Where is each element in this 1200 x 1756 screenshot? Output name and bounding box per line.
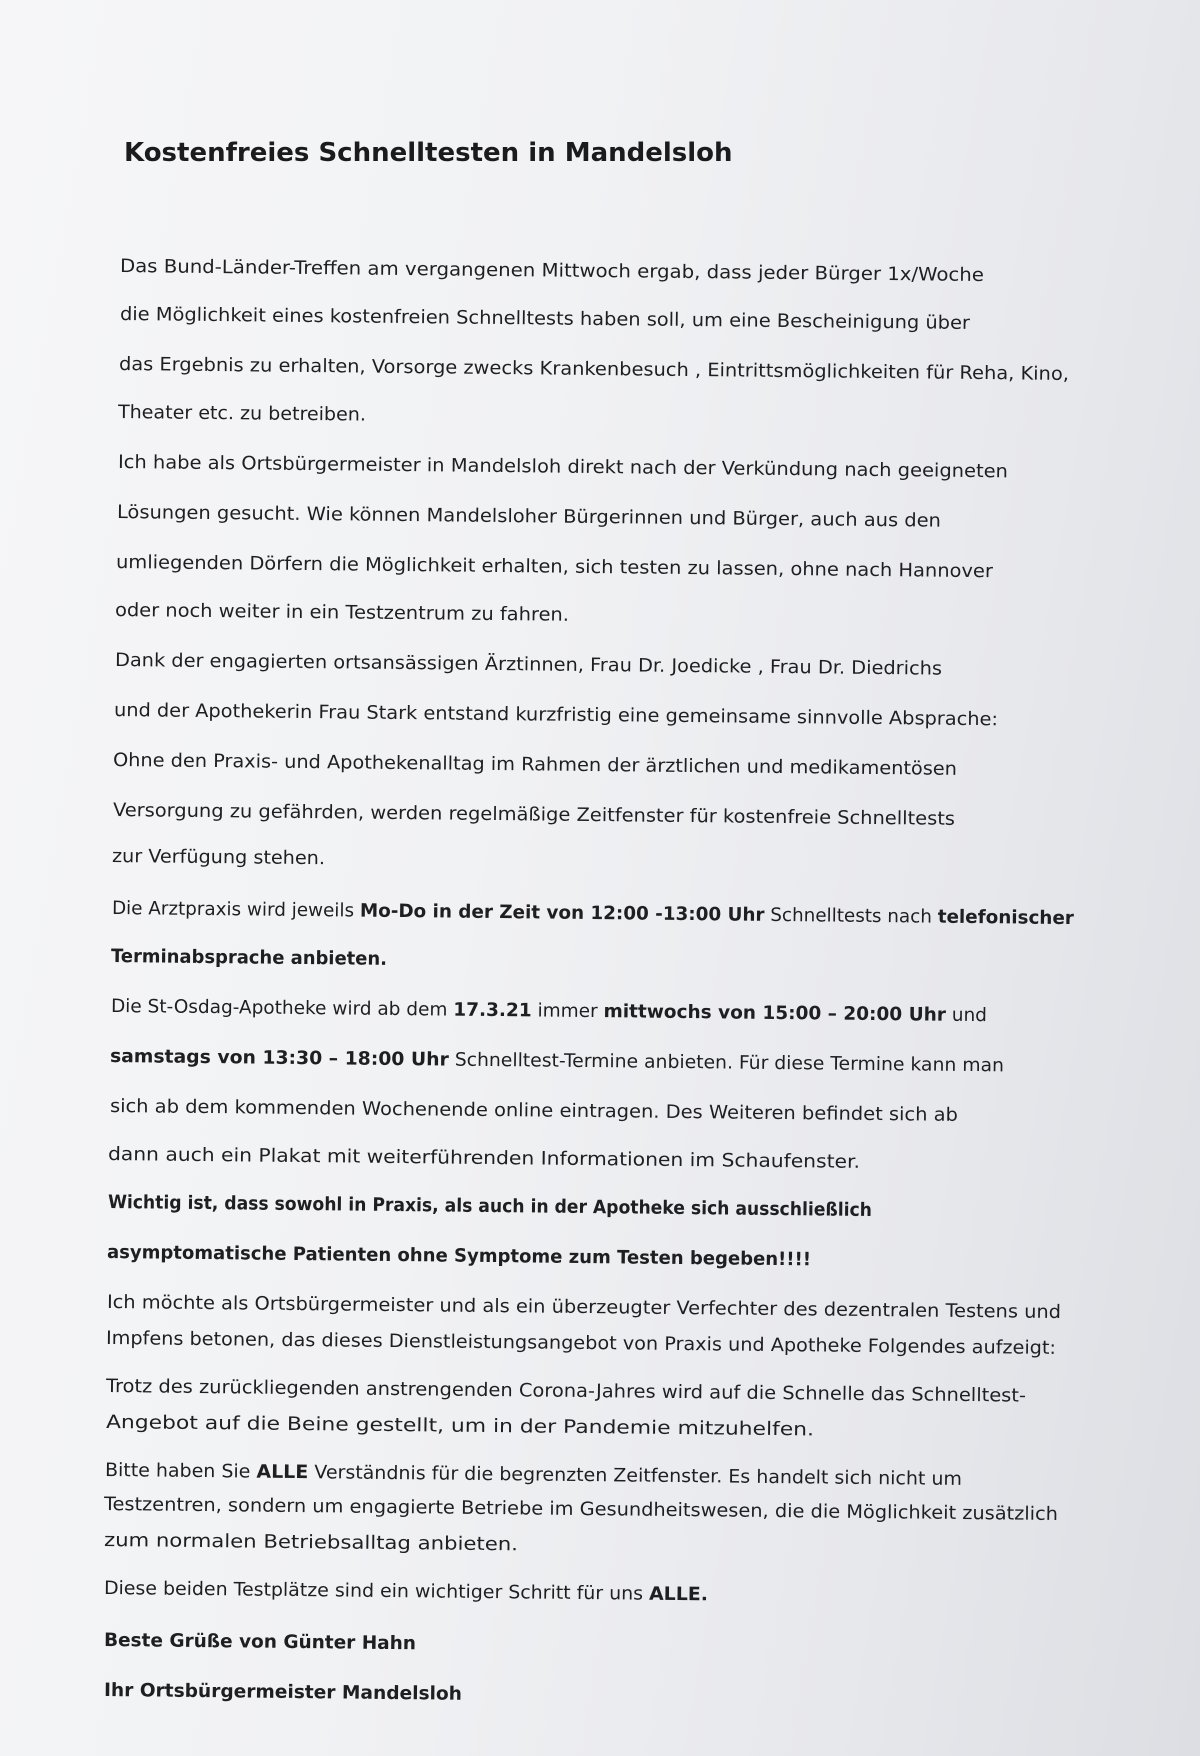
text-line [105, 1460, 962, 1490]
text: Schnelltests nach [764, 904, 938, 928]
text-line [107, 1242, 811, 1270]
text-line [104, 1630, 416, 1654]
text: immer [531, 1000, 604, 1023]
text: Trotz des zurückliegenden anstrengenden Corona-Jahres wird auf die Schnelle das Schnelltest- [105, 1376, 1027, 1407]
text-line [104, 1680, 462, 1705]
text-line [104, 1578, 708, 1605]
text-line [112, 846, 325, 869]
text: zur Verfügung stehen. [111, 846, 326, 870]
text: Ich habe als Ortsbürgermeister in Mandelsloh direkt nach der Verkündung nach geeigneten [117, 452, 1009, 483]
text-line [117, 502, 941, 532]
text: das Ergebnis zu erhalten, Vorsorge zwecks Krankenbesuch , Eintrittsmöglichkeiten für Reha, Kino, [118, 354, 1070, 385]
text-line [110, 1046, 1004, 1076]
document-title: Kostenfreies Schnelltesten in Mandelsloh [124, 138, 733, 168]
bold-text: Terminabsprache anbieten. [110, 946, 388, 970]
text: Bitte haben Sie [104, 1460, 257, 1483]
text: Impfens betonen, das dieses Dienstleistungsangebot von Praxis und Apotheke Folgendes aufzeigt: [105, 1328, 1057, 1359]
text-line [119, 354, 1069, 385]
text: Ich möchte als Ortsbürgermeister und als ein überzeugter Verfechter des dezentralen Testens und [106, 1292, 1062, 1323]
text-line [104, 1494, 1058, 1525]
bold-text: Beste Grüße von Günter Hahn [103, 1630, 417, 1655]
text-line [120, 304, 970, 334]
text: oder noch weiter in ein Testzentrum zu fahren. [114, 600, 570, 626]
text-line [111, 946, 387, 970]
bold-text: mittwochs von 15:00 – 20:00 Uhr [603, 1001, 947, 1026]
text-line [112, 898, 1074, 929]
text: Schnelltest-Termine anbieten. Für diese Termine kann man [448, 1049, 1005, 1077]
text-line [113, 750, 957, 780]
bold-text: Ihr Ortsbürgermeister Mandelsloh [103, 1680, 463, 1705]
text: umliegenden Dörfern die Möglichkeit erhalten, sich testen zu lassen, ohne nach Hannover [115, 552, 994, 583]
text-line [106, 1328, 1056, 1359]
bold-text: telefonischer [937, 906, 1075, 930]
text: Ohne den Praxis- und Apothekenalltag im Rahmen der ärztlichen und medikamentösen [112, 750, 958, 780]
text-line [107, 1292, 1061, 1323]
text-line [115, 600, 569, 626]
bold-text: asymptomatische Patienten ohne Symptome zum Testen begeben!!!! [106, 1242, 812, 1271]
text: Diese beiden Testplätze sind ein wichtiger Schritt für uns [103, 1578, 650, 1605]
text: sich ab dem kommenden Wochenende online eintragen. Des Weiteren befindet sich ab [109, 1096, 959, 1126]
text: zum normalen Betriebsalltag anbieten. [103, 1530, 519, 1556]
text: und [945, 1004, 988, 1027]
text-line [114, 700, 998, 730]
text-line [108, 1192, 872, 1221]
bold-text: ALLE [256, 1461, 309, 1484]
bold-text: 17.3.21 [453, 999, 532, 1022]
text: dann auch ein Plakat mit weiterführenden Informationen im Schaufenster. [107, 1144, 861, 1173]
text-line [118, 452, 1008, 482]
text-line [108, 1144, 860, 1173]
text: Versorgung zu gefährden, werden regelmäßige Zeitfenster für kostenfreie Schnelltests [112, 800, 956, 830]
text-line [111, 996, 987, 1026]
text-line [118, 402, 366, 426]
text: Verständnis für die begrenzten Zeitfenster. Es handelt sich nicht um [308, 1462, 963, 1490]
text-line [113, 800, 955, 830]
text: die Möglichkeit eines kostenfreien Schnelltests haben soll, um eine Bescheinigung über [119, 304, 971, 334]
text: Lösungen gesucht. Wie können Mandelsloher Bürgerinnen und Bürger, auch aus den [116, 502, 942, 532]
text-line [116, 552, 993, 582]
bold-text: ALLE. [648, 1583, 709, 1606]
text: Dank der engagierten ortsansässigen Ärztinnen, Frau Dr. Joedicke , Frau Dr. Diedrichs [114, 650, 943, 680]
bold-text: Wichtig ist, dass sowohl in Praxis, als auch in der Apotheke sich ausschließlich [107, 1192, 873, 1221]
text: Theater etc. zu betreiben. [117, 402, 367, 426]
text: Testzentren, sondern um engagierte Betriebe im Gesundheitswesen, die die Möglichkeit zusätzlich [103, 1494, 1059, 1525]
text: Die Arztpraxis wird jeweils [111, 898, 361, 922]
text-line [106, 1412, 814, 1440]
text-line [106, 1376, 1026, 1407]
text: und der Apothekerin Frau Stark entstand kurzfristig eine gemeinsame sinnvolle Absprache: [113, 700, 999, 731]
text-line [104, 1530, 518, 1555]
text: Die St-Osdag-Apotheke wird ab dem [110, 996, 454, 1021]
text-line [115, 650, 942, 680]
bold-text: Mo-Do in der Zeit von 12:00 -13:00 Uhr [359, 900, 765, 926]
text-line [110, 1096, 958, 1126]
text: Angebot auf die Beine gestellt, um in der Pandemie mitzuhelfen. [105, 1412, 815, 1441]
text: Das Bund-Länder-Treffen am vergangenen Mittwoch ergab, dass jeder Bürger 1x/Woche [119, 256, 985, 287]
bold-text: samstags von 13:30 – 18:00 Uhr [109, 1046, 449, 1071]
text-line [120, 256, 984, 286]
